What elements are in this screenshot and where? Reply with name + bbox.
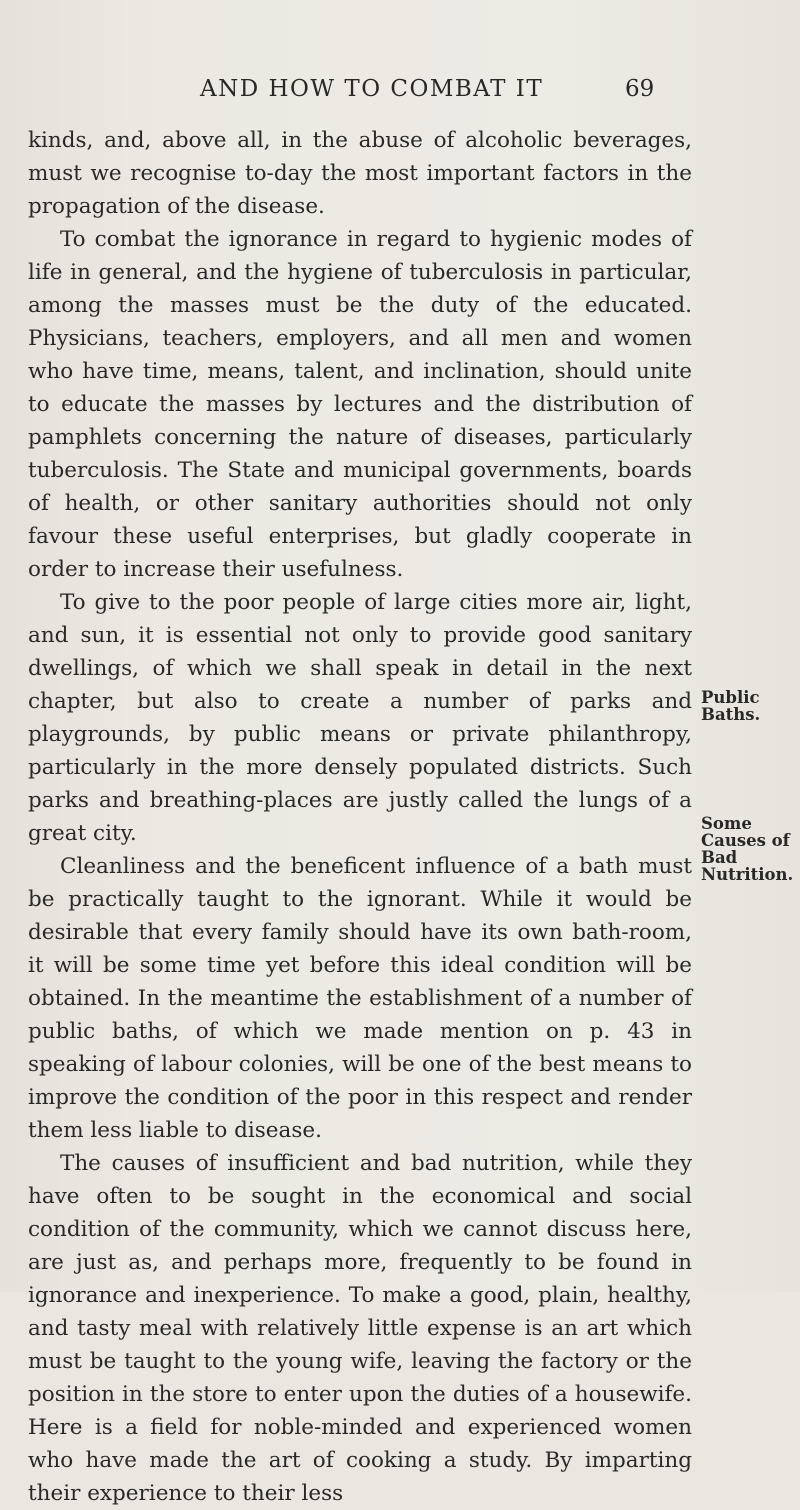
margin-note-line: Causes of [701, 831, 790, 850]
paragraph-2: To combat the ignorance in regard to hygienic modes of life in general, and the hygiene of tuberculosis in particular, among the masses must be the duty of the educated. Physicians, teachers, employers, and all men and women who have time, means, talent, and inclination, should unite to educate the masses by lectures and the distribution of pamphlets concerning the nature of diseases, particularly tuberculosis. The State and municipal governments, boards of health, or other sanitary authorities should not only favour these useful enterprises, but gladly cooperate in order to increase their usefulness. [28, 227, 692, 582]
margin-note-line: Some [701, 814, 752, 833]
margin-note-line: Public [701, 688, 760, 707]
margin-note-line: Bad [701, 848, 738, 867]
paragraph-3: To give to the poor people of large cities more air, light, and sun, it is essential not only to provide good sanitary dwellings, of which we shall speak in detail in the next chapter, but also to create a number of parks and playgrounds, by public means or private philanthropy, particularly in the more densely populated districts. Such parks and breathing-places are justly called the lungs of a great city. [28, 590, 692, 846]
margin-note-line: Baths. [701, 705, 761, 724]
paragraph-4: Cleanliness and the beneficent influence of a bath must be practically taught to the ignorant. While it would be desirable that every family should have its own bath-room, it will be some time yet before this ideal condition will be obtained. In the meantime the establishment of a number of public baths, of which we made mention on p. 43 in speaking of labour colonies, will be one of the best means to improve the condition of the poor in this respect and render them less liable to disease. [28, 854, 692, 1143]
page-header [0, 76, 800, 116]
paragraph-1: kinds, and, above all, in the abuse of alcoholic beverages, must we recognise to-day the most important factors in the propagation of the disease. [28, 128, 692, 219]
running-title: AND HOW TO COMBAT IT [200, 76, 544, 102]
body-text [28, 124, 692, 1510]
margin-note-line: Nutrition. [701, 865, 794, 884]
margin-note-nutrition [701, 815, 797, 883]
paragraph-5: The causes of insufficient and bad nutrition, while they have often to be sought in the economical and social condition of the community, which we cannot discuss here, are just as, and perhaps more, frequently to be found in ignorance and inexperience. To make a good, plain, healthy, and tasty meal with relatively little expense is an art which must be taught to the young wife, leaving the factory or the position in the store to enter upon the duties of a housewife. Here is a field for noble-minded and experienced women who have made the art of cooking a study. By imparting their experience to their less [28, 1151, 692, 1506]
page-number: 69 [625, 76, 655, 102]
margin-note-public-baths [701, 689, 797, 723]
